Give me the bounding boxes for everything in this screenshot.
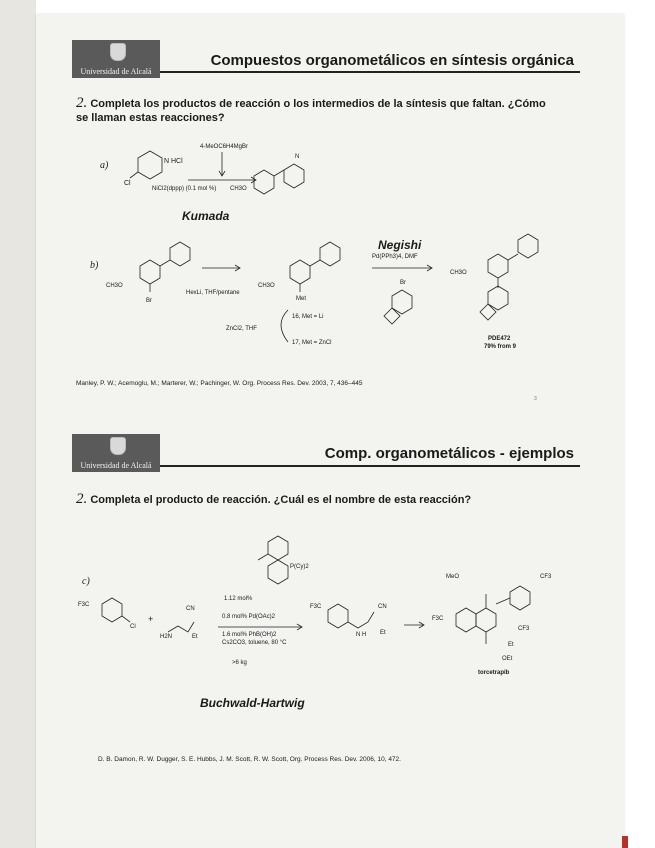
b-arrow-2 [370,262,440,274]
question-1 [76,96,546,125]
a-reagent-bottom: NiCl2(dppp) (0.1 mol %) [152,186,217,192]
question-text: Completa los productos de reacción o los intermedios de la síntesis que faltan. ¿Cómo se llaman estas reacciones? [76,98,546,124]
crest-icon [110,437,126,455]
c-cond-1: 0.8 mol% Pd(OAc)2 [222,614,276,620]
b-product-ome: CH3O [450,270,467,276]
c-cl: Cl [130,624,136,630]
reference-1: Manley, P. W.; Acemoglu, M.; Marterer, W.; Pachinger, W. Org. Process Res. Dev. 2003, 7, 436–445 [76,380,363,387]
title-rule [160,71,580,73]
b-br: Br [400,280,406,286]
answer-kumada: Kumada [182,209,230,223]
slide-2-title: Comp. organometálicos - ejemplos [324,445,574,462]
b-int-met: Met [296,296,307,302]
c-prod-f3c: F3C [310,604,322,610]
left-page-edge [0,0,36,848]
b-arrow-1 [200,262,250,274]
b-product-name: PDE472 [488,336,511,342]
slide-1-title: Compuestos organometálicos en síntesis orgánica [210,52,574,69]
answer-buchwald-hartwig: Buchwald-Hartwig [200,696,305,710]
c-final-cf3b: CF3 [518,626,530,632]
reference-2: D. B. Damon, R. W. Dugger, S. E. Hubbs, J. M. Scott, R. W. Scott, Org. Process Res. Dev. 2006, 10, 472. [98,756,401,763]
slide-2 [60,434,580,794]
university-logo-2 [72,434,160,472]
a-hcl: N HCl [164,158,183,165]
part-a-label: a) [100,160,109,171]
logo-text: Universidad de Alcalá [80,461,152,470]
c-cond-4: >6 kg [232,660,247,666]
c-amine-et: Et [192,634,198,640]
crest-icon [110,43,126,61]
b-benzofurazan [380,288,420,348]
c-arrow-1 [216,622,306,632]
c-amine-h2n: H2N [160,634,173,640]
title-rule [160,465,580,467]
c-prod-nh: N H [356,632,367,638]
question-text: Completa el producto de reacción. ¿Cuál es el nombre de esta reacción? [90,494,472,506]
b-reagent-2: Pd(PPh3)4, DMF [372,254,418,260]
c-cond-3: Cs2CO3, toluene, 80 °C [222,640,287,646]
c-final-meo: MeO [446,574,460,580]
university-logo [72,40,160,78]
part-c-label: c) [82,576,90,587]
question-number: 2. [76,95,88,111]
b-starting-material [130,238,210,298]
b-item-17: 17, Met = ZnCl [292,340,332,346]
answer-negishi: Negishi [378,238,422,252]
b-sm-br: Br [146,298,152,304]
a-product-ome: CH3O [230,186,247,192]
c-final-oet: OEt [502,656,513,662]
c-final-name: torcetrapib [478,670,510,676]
c-cond-2: 1.6 mol% PhB(OH)2 [222,632,277,638]
c-plus: + [148,614,154,624]
c-prod-cn: CN [378,604,387,610]
c-final-f3c: F3C [432,616,444,622]
b-reagent-1: HexLi, THF/pentane [186,290,240,296]
c-arrow-2 [402,620,428,630]
logo-text: Universidad de Alcalá [80,67,152,76]
a-cl: Cl [124,180,131,187]
question-2 [76,492,546,507]
b-item-16: 16, Met = Li [292,314,324,320]
c-aryl-chloride [80,594,150,644]
b-intermediate [280,242,360,302]
b-sm-ome: CH3O [106,283,123,289]
red-page-mark [622,836,628,848]
b-zn: ZnCl2, THF [226,326,257,332]
b-product [478,230,558,340]
a-reagent-top: 4-MeOC6H4MgBr [200,144,249,150]
c-f3c: F3C [78,602,90,608]
c-final-et: Et [508,642,514,648]
c-ligand-p: P(Cy)2 [290,564,309,570]
slide-1 [60,40,580,400]
question-number: 2. [76,491,88,507]
b-product-yield: 79% from 9 [484,344,517,350]
c-ligand-mol: 1.12 mol% [224,596,253,602]
c-final-cf3a: CF3 [540,574,552,580]
c-amine-cn: CN [186,606,195,612]
svg-text:N: N [295,154,300,160]
page-number: 3 [534,396,537,402]
a-product [250,146,370,196]
c-prod-et: Et [380,630,386,636]
part-b-label: b) [90,260,99,271]
b-int-ome: CH3O [258,283,275,289]
